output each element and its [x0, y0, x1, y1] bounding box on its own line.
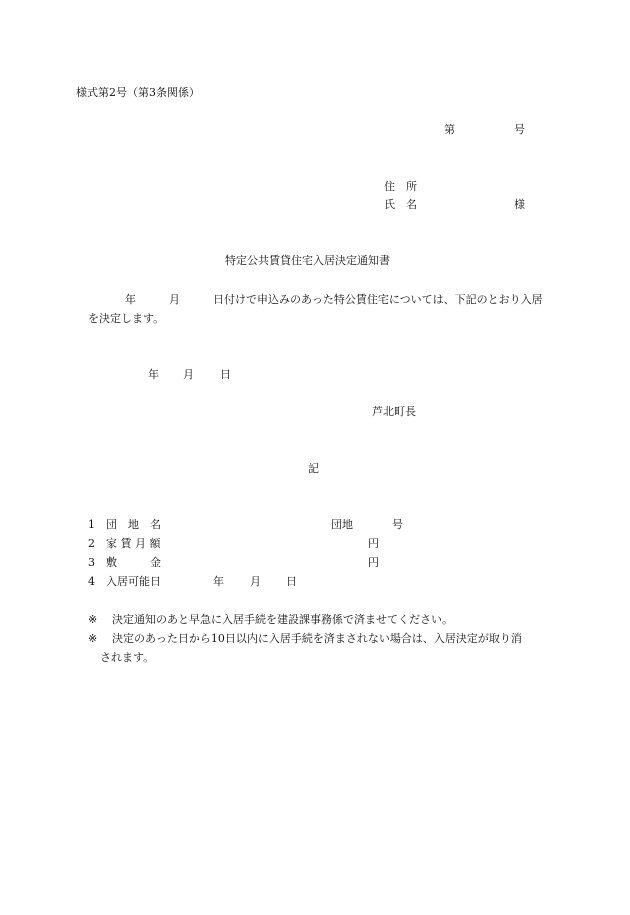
note-mark-2: ※: [88, 632, 98, 645]
note-text-1: 決定通知のあと早急に入居手続を建設課事務係で済ませてください。: [112, 613, 453, 626]
item-day-4: 日: [286, 575, 297, 588]
item-year-4: 年: [213, 575, 224, 588]
number-go: 号: [514, 123, 525, 136]
note-text-2-cont: されます。: [100, 651, 155, 664]
item-go: 号: [392, 518, 403, 531]
item-label-4: 入居可能日: [106, 575, 161, 588]
date-month: 月: [183, 368, 194, 381]
item-label-2: 家 賃 月 額: [106, 537, 161, 550]
number-dai: 第: [444, 123, 455, 136]
item-no-1: 1: [88, 518, 95, 531]
body-line-1: 年 月 日付けで申込みのあった特公賃住宅については、下記のとおり入居: [125, 293, 543, 306]
date-day: 日: [220, 368, 231, 381]
ki-heading: 記: [308, 462, 319, 475]
item-unit-2: 円: [368, 537, 379, 550]
item-unit-3: 円: [368, 556, 379, 569]
item-label-1: 団 地 名: [106, 518, 161, 531]
note-mark-1: ※: [88, 613, 98, 626]
document-title: 特定公共賃貸住宅入居決定通知書: [225, 254, 390, 267]
item-month-4: 月: [250, 575, 261, 588]
item-no-4: 4: [88, 575, 95, 588]
body-line-2: を決定します。: [88, 312, 165, 325]
item-no-3: 3: [88, 556, 95, 569]
item-label-3: 敷 金: [106, 556, 161, 569]
issuer: 芦北町長: [372, 405, 416, 418]
item-danchi: 団地: [331, 518, 353, 531]
name-label: 氏 名: [384, 198, 417, 211]
note-text-2: 決定のあった日から10日以内に入居手続を済まされない場合は、入居決定が取り消: [112, 632, 522, 645]
form-label: 様式第2号（第3条関係）: [76, 86, 200, 99]
sama-honorific: 様: [514, 198, 525, 211]
date-year: 年: [148, 368, 159, 381]
address-label: 住 所: [384, 180, 417, 193]
item-no-2: 2: [88, 537, 95, 550]
